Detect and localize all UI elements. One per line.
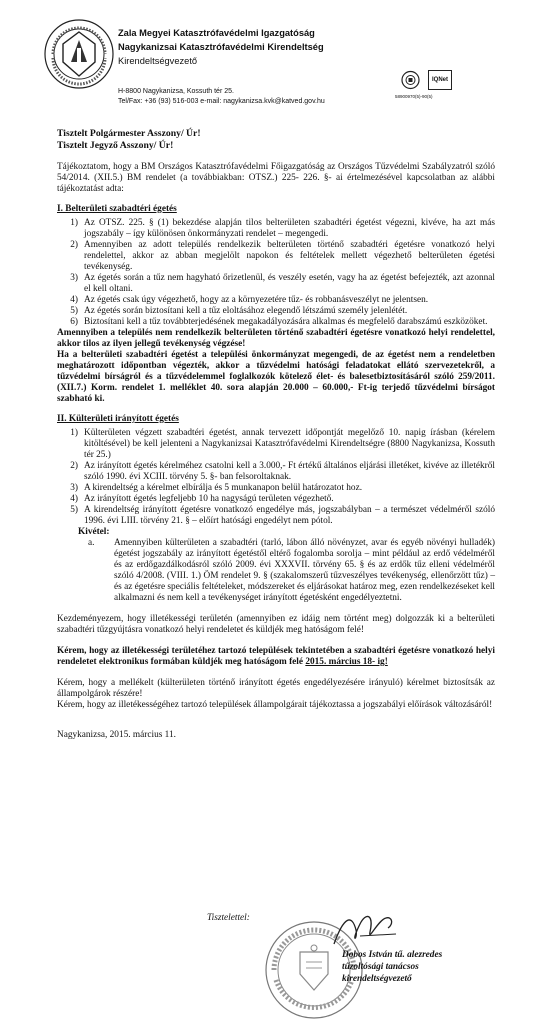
list-item: 4) Az égetés csak úgy végezhető, hogy az a környezetére tűz- és robbanásveszélyt ne jelentsen. [70, 295, 429, 305]
request-paragraph [57, 646, 495, 668]
list-item: 3) Az égetés során a tűz nem hagyható őrizetlenül, és veszély esetén, vagy ha az égetést befejezték, azt azonnal el kell oltani. [70, 273, 495, 294]
certification-mark-icon [396, 70, 425, 90]
org-name-directorate: Zala Megyei Katasztrófavédelmi Igazgatóság [118, 28, 315, 38]
list-item: 5) A kirendeltség irányított égetésre vonatkozó engedélye más, jogszabályban – a természet védelméről szóló 1996. évi LIII. törvény 21. § – előírt hatósági engedélyt nem pótol. [70, 505, 495, 526]
list-item: 1) Külterületen végzett szabadtéri égetést, annak tervezett időpontját megelőző 10. napig írásban (kérelem kitöltésével) be kell jelenteni a Nagykanizsai Katasztrófavédelmi Kirendeltségre (8800 Nagykanizsa, Kossuth tér 25.) [70, 428, 495, 460]
section-1-list [57, 218, 495, 328]
forms-paragraph: Kérem, hogy a mellékelt (külterületen történő irányított égetés engedélyezésére irányuló) kérelmet biztosítsák az állampolgárok részére! [57, 678, 495, 699]
list-item: 4) Az irányított égetés legfeljebb 10 ha nagyságú területen végezhető. [70, 494, 334, 504]
exception-item [57, 538, 495, 604]
list-item: 6) Biztosítani kell a tűz továbbterjedésének megakadályozására alkalmas és megfelelő darabszámú eszközöket. [70, 317, 488, 327]
section-1-warning: Amennyiben a település nem rendelkezik belterületen történő szabadtéri égetésre vonatkozó helyi rendelettel, akkor tilos az ilyen jellegű tevékenység végzése! [57, 328, 495, 349]
exception-marker: a. [88, 538, 95, 548]
section-1-penalty: Ha a belterületi szabadtéri égetést a települési önkormányzat megengedi, de az égetést nem a rendeletben meghatározott időpontban végezték, akkor a tűzvédelmi hatósági feladatokat ellátó szervezetekről, a tűzvédelmi bírságról és a tűzvédelemmel foglalkozók kötelező élet- és balesetbiztosításáról szóló 259/2011. (XII.7.) Korm. rendelet 1. melléklet 40. sora alapján 20.000 – 60.000,- Ft-ig terjedő tűzvédelmi bírságot szabható ki. [57, 350, 495, 404]
letter-body [57, 128, 495, 741]
signatory-rank: tűzoltósági tanácsos [342, 962, 419, 972]
contact-line: Tel/Fax: +36 (93) 516-003 e-mail: nagykanizsa.kvk@katved.gov.hu [118, 97, 325, 105]
certificate-number: 58900970(5)-90(5) [395, 94, 433, 99]
contact-block [118, 87, 325, 106]
initiate-paragraph: Kezdeményezem, hogy illetékességi területén (amennyiben ez idáig nem történt meg) dolgozzák ki a belterületi szabadtéri tűzgyújtásra vonatkozó helyi rendeletet és küldjék meg hatóságom felé! [57, 614, 495, 635]
intro-paragraph: Tájékoztatom, hogy a BM Országos Katasztrófavédelmi Főigazgatóság az Országos Tűzvédelmi Szabályzatról szóló 54/2014. (XII.5.) BM rendelet (a továbbiakban: OTSZ.) 225- 226. §- ai értelmezésével kapcsolatban az alábbi tájékoztatást adta: [57, 162, 495, 194]
signatory-title: kirendeltségvezető [342, 974, 412, 984]
address-line: H-8800 Nagykanizsa, Kossuth tér 25. [118, 88, 234, 95]
list-item: 2) Az irányított égetés kérelméhez csatolni kell a 3.000,- Ft értékű általános eljárási illetéket, kivéve az illetékről szóló 1990. évi XCIII. törvény 5. §- ban felsoroltaknak. [70, 461, 495, 482]
greeting-mayor: Tisztelt Polgármester Asszony/ Úr! [57, 128, 201, 139]
section-2-list [57, 428, 495, 527]
exception-text: Amennyiben külterületen a szabadtéri (tarló, lábon álló növényzet, avar és egyéb növényi hulladék) égetést jogszabály az irányított égetéstől eltérő fogalomba sorolja – mint például az erdő védelméről és az erdőgazdálkodásról szóló 2009. évi XXXVII. törvény 65. § és az erdők tűz elleni védelméről szóló 4/2008. (VIII. 1.) ÖM rendelet 9. § (szakalomszerű tűzveszélyes tevékenység, ellenőrzött tűz) – és az égetésre speciális feltételeket, módszereket és eljárásokat határoz meg, ezen rendelkezéseket kell alkalmazni és nem kell a tevékenységet irányított égetésként engedélyeztetni. [114, 538, 495, 603]
signature-block [0, 910, 537, 1024]
greeting-notary: Tisztelt Jegyző Asszony/ Úr! [57, 140, 174, 151]
list-item: 2) Amennyiben az adott település rendelkezik belterületen történő szabadtéri égetésre vonatkozó helyi rendelettel, akkor az abban megjelölt napokon és feltételek mellett végezhető belterületen égetési tevékenység. [70, 240, 495, 272]
list-item: 1) Az OTSZ. 225. § (1) bekezdése alapján tilos belterületen szabadtéri égetést végezni, kivéve, ha azt más jogszabály – így különösen önkormányzati rendelet – megengedi. [70, 218, 495, 239]
deadline: 2015. március 18- ig! [305, 657, 388, 667]
date-line: Nagykanizsa, 2015. március 11. [57, 730, 176, 740]
katasztrofavedelem-emblem-icon [43, 18, 115, 90]
handwritten-signature-icon [330, 910, 400, 950]
section-1-heading: I. Belterületi szabadtéri égetés [57, 204, 177, 214]
letterhead [0, 0, 537, 110]
list-item: 5) Az égetés során biztosítani kell a tűz eloltásához elegendő létszámú személy jelenlétét. [70, 306, 408, 316]
closing-phrase: Tisztelettel: [207, 913, 250, 923]
org-role: Kirendeltségvezető [118, 56, 198, 66]
request-text: Kérem, hogy az illetékességi területéhez tartozó települések tekintetében a szabadtéri égetésre vonatkozó helyi rendeletet elektronikus formában küldjék meg hatóságom felé [57, 646, 495, 667]
iqnet-badge [428, 70, 452, 90]
exception-label: Kivétel: [78, 527, 110, 537]
org-name-office: Nagykanizsai Katasztrófavédelmi Kirendeltség [118, 42, 324, 52]
list-item: 3) A kirendeltség a kérelmet elbírálja és 5 munkanapon belül határozatot hoz. [70, 483, 363, 493]
signatory-name: Dobos István tű. alezredes [342, 950, 443, 960]
section-2-heading: II. Külterületi irányított égetés [57, 414, 179, 424]
iqnet-label: IQNet [431, 77, 448, 83]
inform-paragraph: Kérem, hogy az illetékességéhez tartozó települések állampolgárait tájékoztassa a jogszabályi előírások változásáról! [57, 700, 493, 710]
